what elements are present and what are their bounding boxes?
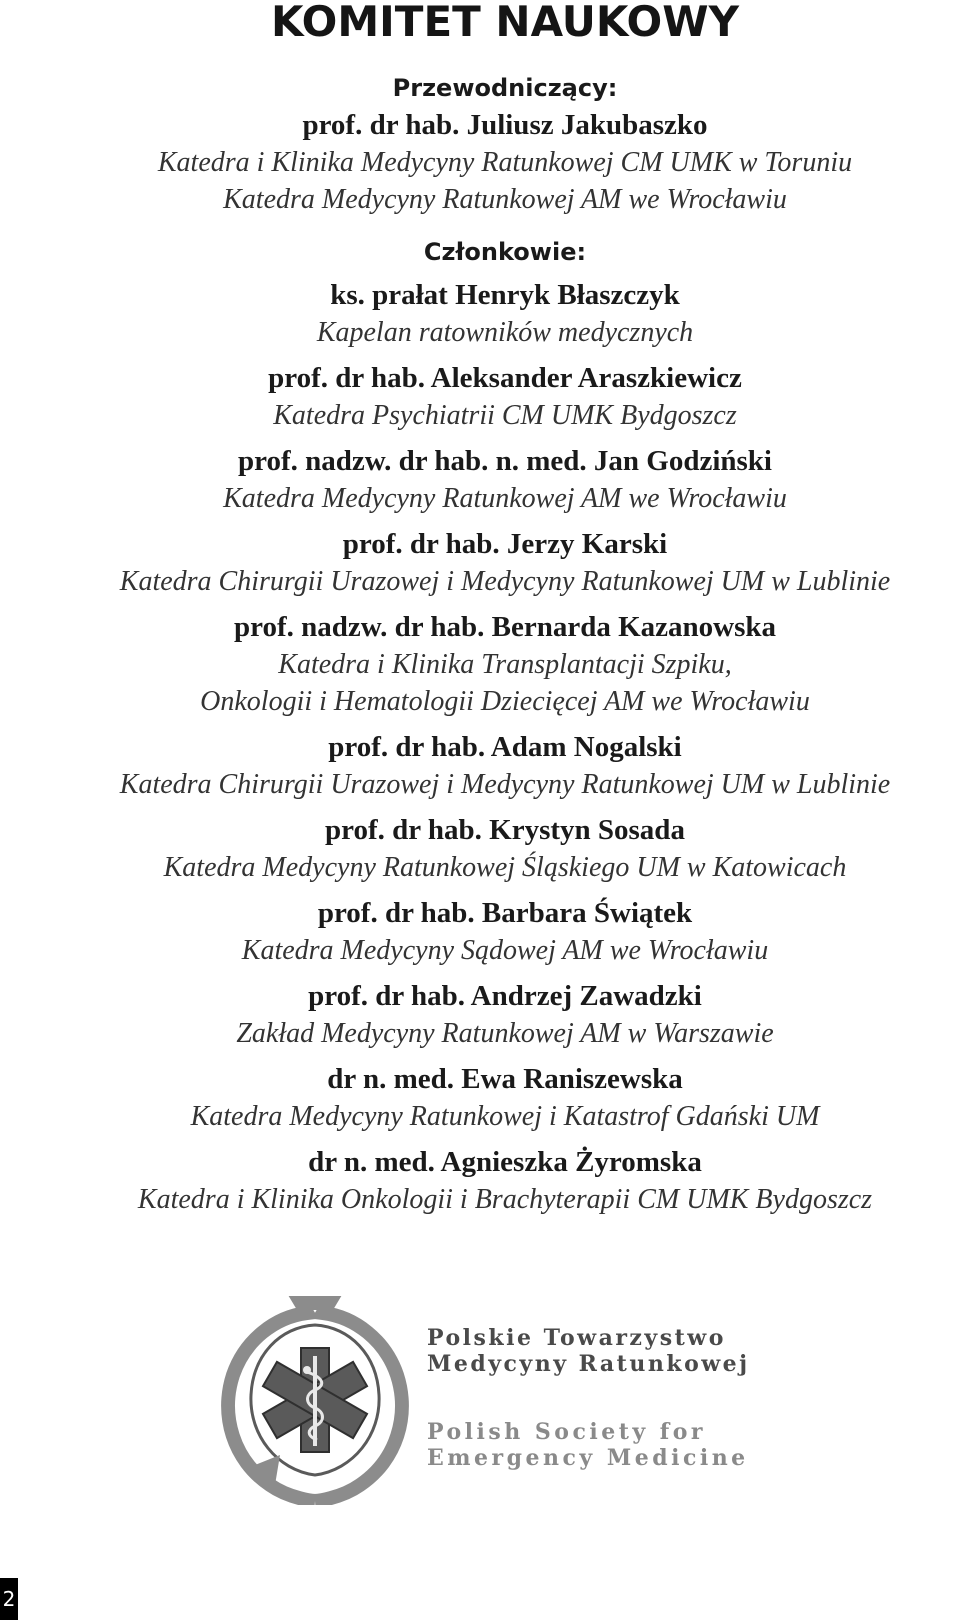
logo-polish-line: Polskie Towarzystwo <box>427 1325 726 1351</box>
member-name: prof. dr hab. Andrzej Zawadzki <box>308 980 702 1012</box>
member-affiliation: Katedra i Klinika Transplantacji Szpiku, <box>278 649 732 680</box>
member-affiliation: Kapelan ratowników medycznych <box>316 317 694 348</box>
chair-entry <box>80 106 930 218</box>
member-name: prof. dr hab. Adam Nogalski <box>328 731 682 763</box>
member-name: prof. dr hab. Barbara Świątek <box>317 897 693 929</box>
member-affiliation: Katedra Chirurgii Urazowej i Medycyny Ratunkowej UM w Lublinie <box>119 769 891 800</box>
member-name: ks. prałat Henryk Błaszczyk <box>330 279 680 311</box>
member-name: dr n. med. Agnieszka Żyromska <box>308 1146 702 1178</box>
member-entry <box>80 977 930 1052</box>
star-of-life <box>263 1348 367 1452</box>
member-entry <box>80 894 930 969</box>
member-entry <box>80 359 930 434</box>
member-affiliation: Katedra Chirurgii Urazowej i Medycyny Ratunkowej UM w Lublinie <box>119 566 891 597</box>
member-affiliation: Katedra i Klinika Onkologii i Brachyterapii CM UMK Bydgoszcz <box>137 1184 873 1215</box>
member-entry <box>80 1060 930 1135</box>
society-logo <box>215 1295 795 1510</box>
member-name: prof. nadzw. dr hab. n. med. Jan Godziński <box>238 445 772 477</box>
committee-list <box>80 70 930 1226</box>
page-number: 2 <box>0 1578 18 1620</box>
logo-text <box>427 1325 807 1471</box>
member-name: prof. dr hab. Krystyn Sosada <box>325 814 685 846</box>
member-affiliation: Katedra Medycyny Ratunkowej i Katastrof Gdański UM <box>190 1101 820 1132</box>
member-affiliation: Katedra Medycyny Ratunkowej AM we Wrocławiu <box>223 184 787 215</box>
member-name: prof. dr hab. Aleksander Araszkiewicz <box>268 362 742 394</box>
member-entry <box>80 811 930 886</box>
logo-divider <box>427 1377 807 1419</box>
member-entry <box>80 442 930 517</box>
member-entry <box>80 728 930 803</box>
member-affiliation: Katedra i Klinika Medycyny Ratunkowej CM UMK w Toruniu <box>157 147 853 178</box>
logo-english-line: Emergency Medicine <box>427 1445 749 1471</box>
member-entry <box>80 1143 930 1218</box>
member-name: dr n. med. Ewa Raniszewska <box>327 1063 683 1095</box>
member-affiliation: Katedra Psychiatrii CM UMK Bydgoszcz <box>273 400 737 431</box>
member-affiliation: Katedra Medycyny Ratunkowej AM we Wrocławiu <box>223 483 787 514</box>
members-label: Członkowie: <box>423 238 587 266</box>
member-entry <box>80 276 930 351</box>
logo-english-line: Polish Society for <box>427 1419 707 1445</box>
logo-polish-line: Medycyny Ratunkowej <box>427 1351 750 1377</box>
member-name: prof. nadzw. dr hab. Bernarda Kazanowska <box>234 611 776 643</box>
member-entry <box>80 525 930 600</box>
member-affiliation: Onkologii i Hematologii Dziecięcej AM we Wrocławiu <box>200 686 810 717</box>
member-affiliation: Zakład Medycyny Ratunkowej AM w Warszawie <box>236 1018 774 1049</box>
member-affiliation: Katedra Medycyny Sądowej AM we Wrocławiu <box>241 935 769 966</box>
star-of-life-emblem-icon <box>215 1295 415 1505</box>
member-affiliation: Katedra Medycyny Ratunkowej Śląskiego UM w Katowicach <box>163 852 847 883</box>
member-name: prof. dr hab. Juliusz Jakubaszko <box>302 109 708 141</box>
member-entry <box>80 608 930 720</box>
page-title: KOMITET NAUKOWY <box>271 0 739 46</box>
chair-label: Przewodniczący: <box>392 74 618 102</box>
member-name: prof. dr hab. Jerzy Karski <box>342 528 668 560</box>
